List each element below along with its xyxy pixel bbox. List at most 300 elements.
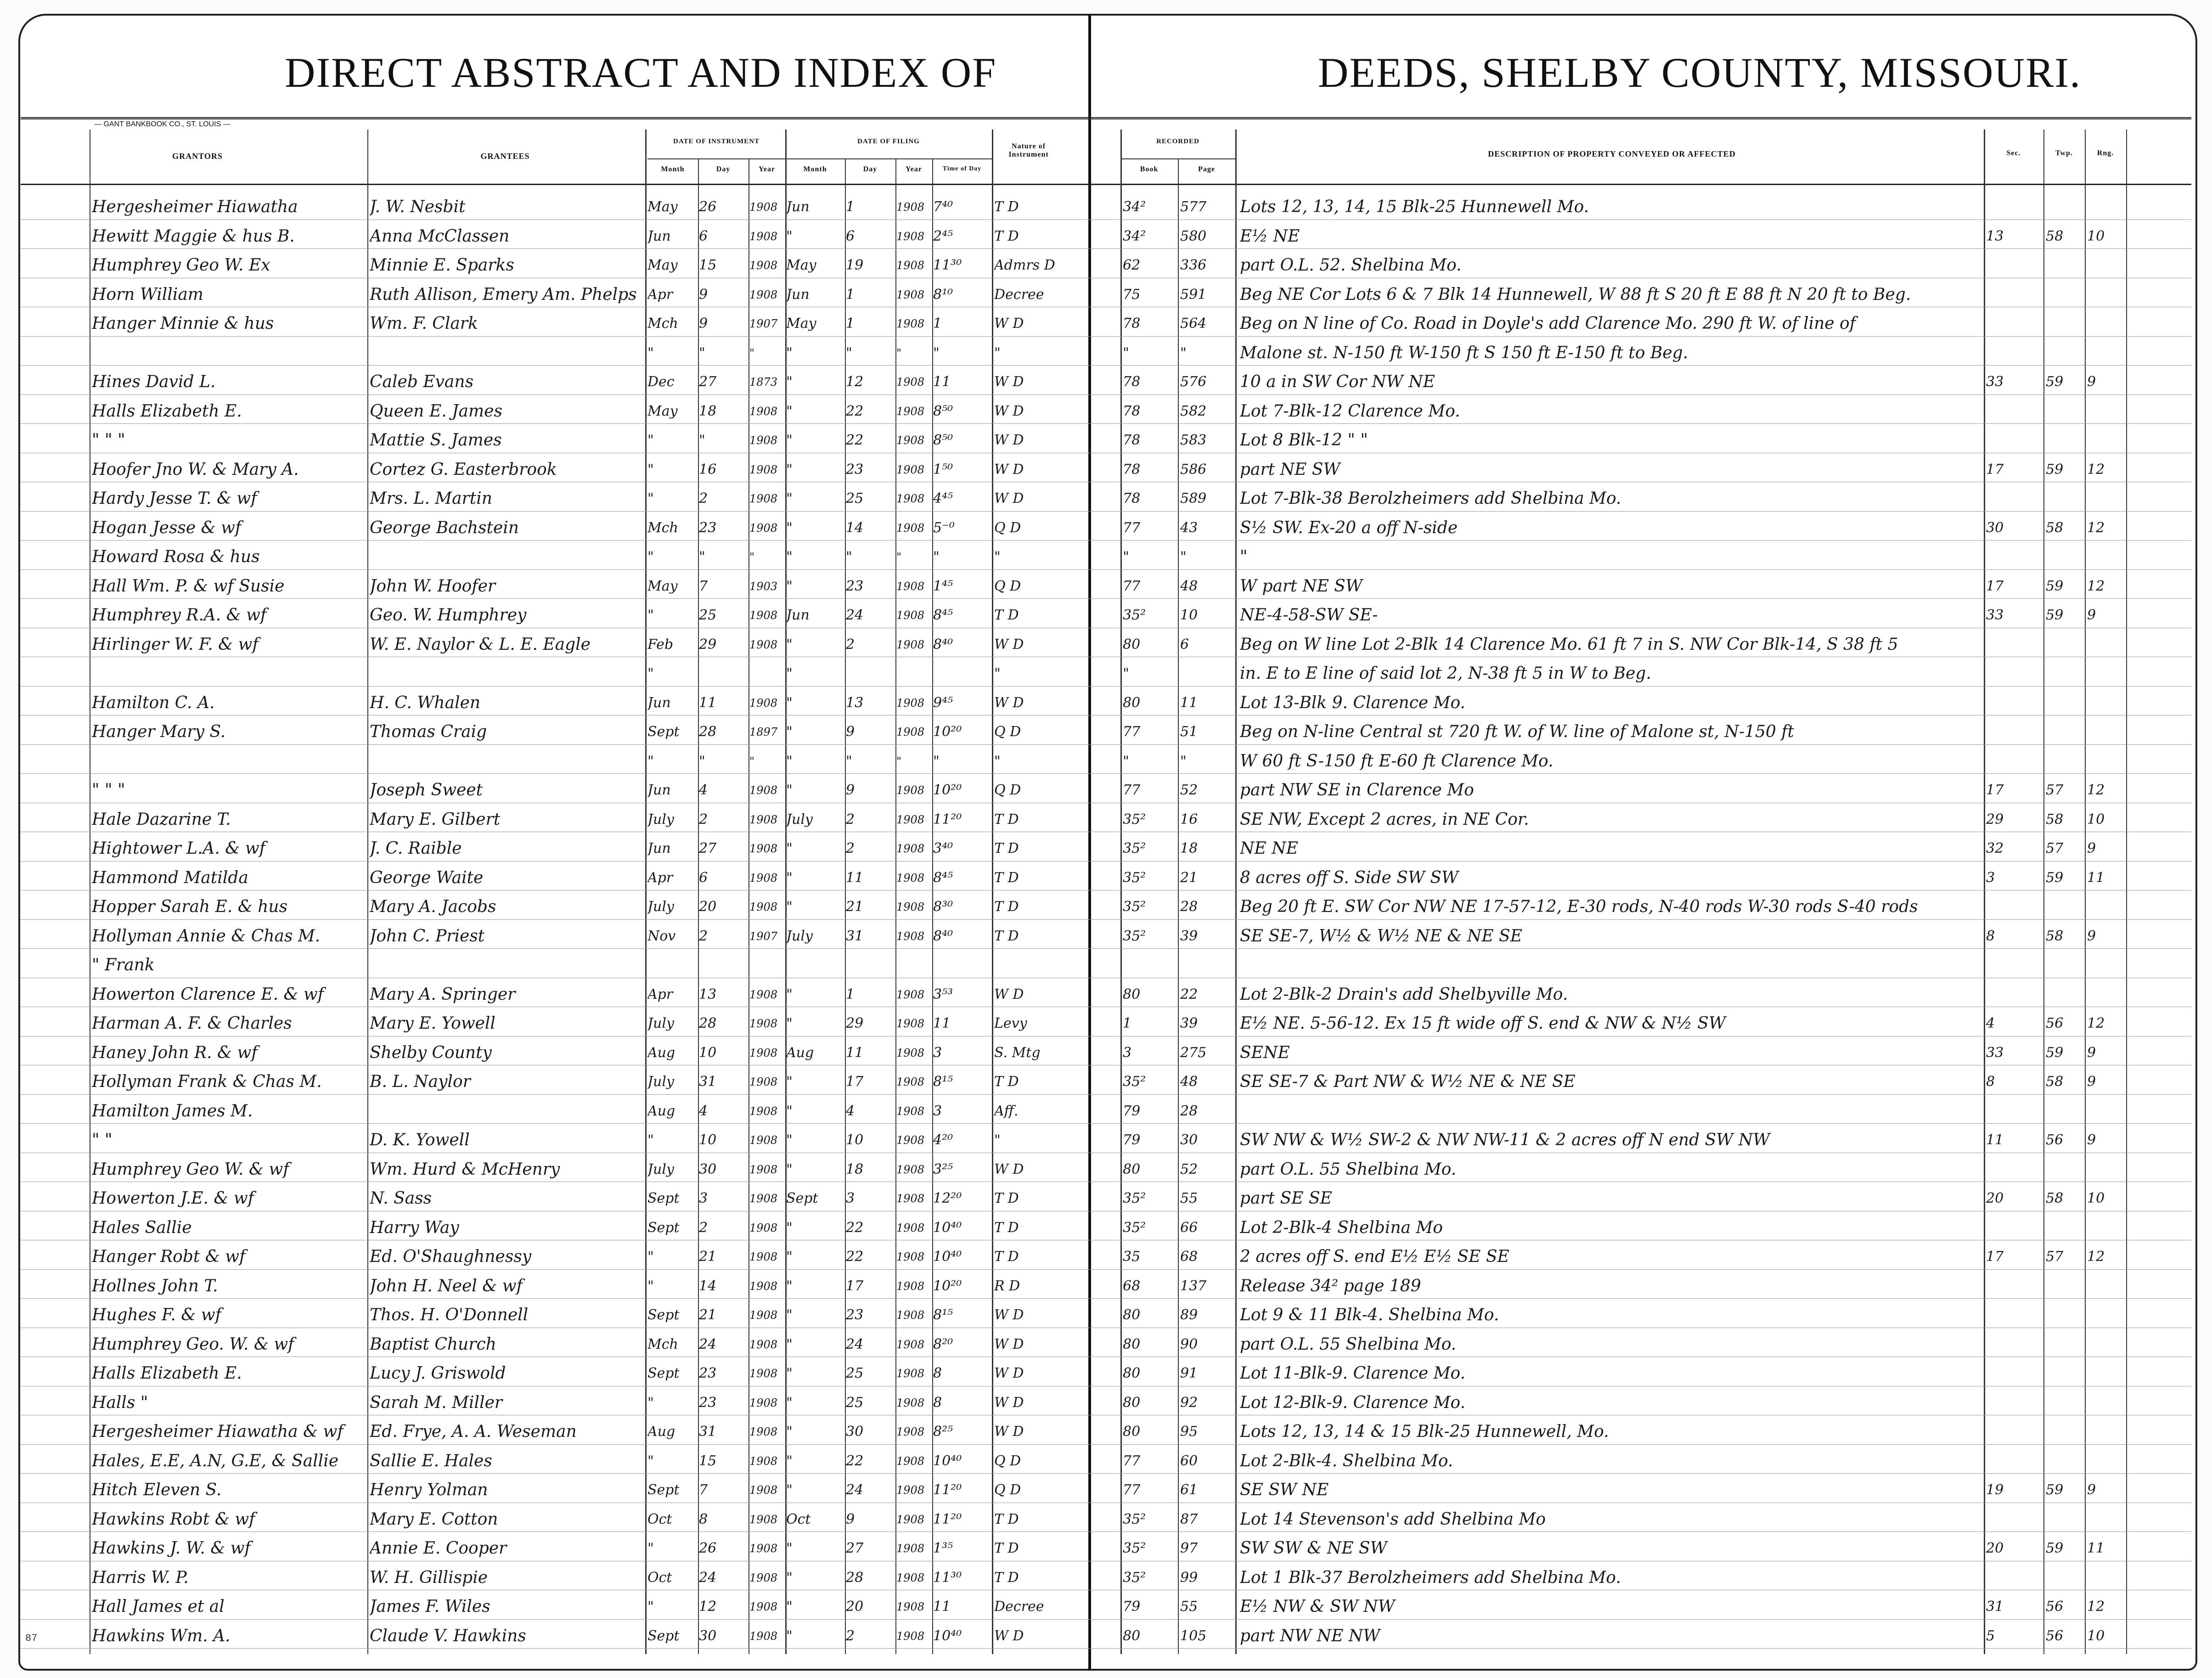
row-desc: Beg 20 ft E. SW Cor NW NE 17-57-12, E-30 rods, N-40 rods W-30 rods S-40 rods <box>1240 897 1918 916</box>
row-im: Aug <box>647 1044 675 1061</box>
row-rule <box>21 598 2191 599</box>
row-id: " <box>699 549 705 565</box>
row-pg: 580 <box>1180 228 1207 244</box>
header-book: Book <box>1140 165 1159 173</box>
row-im: Oct <box>647 1511 672 1527</box>
row-grantor: Harman A. F. & Charles <box>92 1014 292 1033</box>
row-iy: 1908 <box>749 288 778 301</box>
row-im: Aug <box>647 1424 675 1440</box>
row-desc: Lot 1 Blk-37 Berolzheimers add Shelbina Mo. <box>1240 1568 1621 1587</box>
row-fd: 23 <box>846 578 864 594</box>
row-fm: " <box>786 1540 793 1556</box>
row-bk: 80 <box>1123 986 1141 1002</box>
row-id: 29 <box>699 636 717 653</box>
title-rule-right <box>1089 117 2191 119</box>
row-bk: 80 <box>1123 1627 1141 1644</box>
row-ft: 1 <box>933 315 942 332</box>
col-line-end <box>2126 130 2127 1654</box>
row-bk: " <box>1123 549 1129 565</box>
row-grantee: W. E. Naylor & L. E. Eagle <box>370 635 591 654</box>
row-grantor: Hawkins Robt & wf <box>92 1509 255 1529</box>
row-im: " <box>647 1132 654 1148</box>
row-grantee: John C. Priest <box>370 926 485 946</box>
row-grantee: Sallie E. Hales <box>370 1451 492 1470</box>
row-id: 9 <box>699 286 708 303</box>
row-fy: 1908 <box>896 580 925 593</box>
row-fd: 27 <box>846 1540 864 1556</box>
header-sec: Sec. <box>2006 149 2021 157</box>
row-fy: 1908 <box>896 1571 925 1584</box>
row-bk: " <box>1123 753 1129 769</box>
row-fy: 1908 <box>896 842 925 855</box>
row-bk: 77 <box>1123 782 1141 798</box>
row-pg: " <box>1180 549 1187 565</box>
row-iy: 1908 <box>749 1571 778 1584</box>
row-rng: 12 <box>2087 461 2105 478</box>
row-ft: 4⁴⁵ <box>933 490 953 507</box>
row-fd: 1 <box>846 286 855 303</box>
row-grantor: Hughes F. & wf <box>92 1306 221 1324</box>
row-id: " <box>699 432 705 448</box>
row-pg: 11 <box>1180 694 1198 711</box>
row-nat: Q D <box>994 519 1021 536</box>
header-grantees: GRANTEES <box>480 152 530 161</box>
row-id: 16 <box>699 461 717 478</box>
row-ft: 8¹⁵ <box>933 1307 953 1323</box>
row-iy: 1903 <box>749 580 778 593</box>
row-sec: 33 <box>1986 374 2004 390</box>
row-fm: " <box>786 519 793 536</box>
row-fm: " <box>786 694 793 711</box>
row-desc: Lot 7-Blk-38 Berolzheimers add Shelbina Mo. <box>1240 489 1621 508</box>
row-fd: 22 <box>846 403 864 419</box>
row-id: 14 <box>699 1278 717 1294</box>
header-inst-year: Year <box>759 165 775 173</box>
row-im: Sept <box>647 1307 680 1323</box>
row-grantor: Hamilton James M. <box>92 1101 253 1121</box>
row-twp: 57 <box>2046 840 2064 856</box>
row-iy: 1908 <box>749 492 778 505</box>
row-bk: 35² <box>1123 607 1146 623</box>
header-rng: Rng. <box>2097 149 2114 157</box>
row-grantor: Humphrey Geo W. & wf <box>92 1160 289 1179</box>
row-desc: 2 acres off S. end E½ E½ SE SE <box>1240 1247 1509 1266</box>
row-twp: 57 <box>2046 782 2064 798</box>
row-im: Jun <box>647 228 671 244</box>
row-fd: 22 <box>846 432 864 448</box>
row-im: " <box>647 1394 654 1411</box>
row-id: 10 <box>699 1044 717 1061</box>
row-grantor: Humphrey R.A. & wf <box>92 606 267 625</box>
row-sec: 20 <box>1986 1190 2004 1206</box>
row-id: 24 <box>699 1569 717 1586</box>
row-id: 25 <box>699 607 717 623</box>
row-desc: SE SE-7, W½ & W½ NE & NE SE <box>1240 926 1522 946</box>
row-desc: Lot 9 & 11 Blk-4. Shelbina Mo. <box>1240 1306 1499 1324</box>
row-grantor: " " " <box>92 431 125 450</box>
row-fy: 1908 <box>896 609 925 622</box>
row-grantee: J. C. Raible <box>370 839 462 858</box>
row-fd: 23 <box>846 1307 864 1323</box>
row-grantor: Howerton Clarence E. & wf <box>92 985 324 1004</box>
row-ft: 3²⁵ <box>933 1161 953 1177</box>
row-id: 2 <box>699 490 708 507</box>
row-twp: 58 <box>2046 1190 2064 1206</box>
title-right: DEEDS, SHELBY COUNTY, MISSOURI. <box>1318 49 2081 96</box>
row-rng: 10 <box>2087 1627 2105 1644</box>
row-pg: 39 <box>1180 1015 1198 1031</box>
row-nat: Admrs D <box>994 257 1055 273</box>
row-ft: 11²⁰ <box>933 811 962 828</box>
row-iy: 1908 <box>749 784 778 797</box>
row-pg: 22 <box>1180 986 1198 1002</box>
row-iy: 1908 <box>749 813 778 826</box>
row-desc: Lot 14 Stevenson's add Shelbina Mo <box>1240 1509 1546 1529</box>
row-fd: 2 <box>846 1627 855 1644</box>
row-fd: 18 <box>846 1161 864 1177</box>
col-line-desc <box>1235 130 1237 1654</box>
row-nat: T D <box>994 869 1019 886</box>
row-nat: W D <box>994 432 1024 448</box>
row-grantor: Hawkins J. W. & wf <box>92 1539 251 1558</box>
row-id: 4 <box>699 1103 708 1119</box>
row-fm: " <box>786 1278 793 1294</box>
row-pg: 55 <box>1180 1599 1198 1615</box>
row-id: 31 <box>699 1424 717 1440</box>
row-sec: 33 <box>1986 1044 2004 1061</box>
row-grantee: Lucy J. Griswold <box>370 1364 506 1383</box>
row-rng: 12 <box>2087 1599 2105 1615</box>
row-fd: 14 <box>846 519 864 536</box>
row-desc: Lot 12-Blk-9. Clarence Mo. <box>1240 1393 1466 1412</box>
row-nat: S. Mtg <box>994 1044 1041 1061</box>
row-im: July <box>647 1015 674 1031</box>
row-nat: T D <box>994 607 1019 623</box>
row-nat: Decree <box>994 1599 1044 1615</box>
row-fy: 1908 <box>896 1484 925 1497</box>
row-nat: W D <box>994 986 1024 1002</box>
row-grantor: Hawkins Wm. A. <box>92 1626 231 1645</box>
row-id: 13 <box>699 986 717 1002</box>
row-fd: 9 <box>846 724 855 740</box>
row-grantee: John H. Neel & wf <box>370 1276 523 1295</box>
row-fm: " <box>786 1074 793 1090</box>
row-nat: T D <box>994 1249 1019 1265</box>
col-line-inst <box>645 130 647 1654</box>
row-fm: " <box>786 782 793 798</box>
col-line-sec <box>1984 130 1985 1654</box>
row-fm: Aug <box>786 1044 814 1061</box>
row-im: July <box>647 1074 674 1090</box>
row-grantee: Geo. W. Humphrey <box>370 606 527 625</box>
row-grantor: Hales, E.E, A.N, G.E, & Sallie <box>92 1451 338 1470</box>
row-fm: " <box>786 986 793 1002</box>
row-id: 23 <box>699 1394 717 1411</box>
row-fy: 1908 <box>896 1542 925 1555</box>
row-grantee: Minnie E. Sparks <box>370 256 514 275</box>
row-ft: 8²⁵ <box>933 1424 953 1440</box>
row-grantee: Thomas Craig <box>370 722 487 741</box>
header-nature: Nature of Instrument <box>1008 142 1049 158</box>
row-grantor: Hale Dazarine T. <box>92 810 231 829</box>
row-bk: 35² <box>1123 1540 1146 1556</box>
row-nat: W D <box>994 1627 1024 1644</box>
row-grantor: Hales Sallie <box>92 1218 192 1237</box>
row-rng: 11 <box>2087 869 2105 886</box>
row-ft: 10²⁰ <box>933 1278 962 1294</box>
row-fy: 1908 <box>896 1104 925 1118</box>
row-pg: 275 <box>1180 1044 1207 1061</box>
row-pg: 99 <box>1180 1569 1198 1586</box>
row-rule <box>21 861 2191 862</box>
row-nat: W D <box>994 490 1024 507</box>
row-iy: 1908 <box>749 1396 778 1409</box>
row-bk: 80 <box>1123 694 1141 711</box>
row-im: Jun <box>647 840 671 856</box>
row-pg: 90 <box>1180 1336 1198 1352</box>
row-bk: 80 <box>1123 1394 1141 1411</box>
row-grantor: Hammond Matilda <box>92 868 248 887</box>
row-pg: 336 <box>1180 257 1207 273</box>
row-desc: part O.L. 52. Shelbina Mo. <box>1240 256 1462 275</box>
row-rng: 9 <box>2087 1482 2096 1498</box>
row-fd: 23 <box>846 461 864 478</box>
row-im: Sept <box>647 1219 680 1236</box>
row-fd: 25 <box>846 490 864 507</box>
row-fd: 2 <box>846 811 855 828</box>
row-desc: part NW NE NW <box>1240 1626 1380 1645</box>
row-bk: 78 <box>1123 432 1141 448</box>
row-grantor: Hall Wm. P. & wf Susie <box>92 576 285 596</box>
row-iy: " <box>749 346 755 360</box>
col-line-nature <box>992 130 993 1654</box>
row-grantor: Hightower L.A. & wf <box>92 839 265 858</box>
row-iy: 1908 <box>749 1600 778 1613</box>
row-bk: 34² <box>1123 228 1146 244</box>
row-rule <box>21 1648 2191 1649</box>
row-desc: in. E to E line of said lot 2, N-38 ft 5 in W to Beg. <box>1240 664 1651 683</box>
row-fd: 1 <box>846 199 855 215</box>
row-grantee: Mary E. Yowell <box>370 1014 495 1033</box>
row-nat: T D <box>994 1511 1019 1527</box>
row-fm: " <box>786 228 793 244</box>
row-fy: " <box>896 551 902 563</box>
row-fm: Jun <box>786 286 810 303</box>
row-desc: 10 a in SW Cor NW NE <box>1240 372 1435 391</box>
row-im: Jun <box>647 782 671 798</box>
row-grantor: Halls Elizabeth E. <box>92 401 242 421</box>
row-fm: " <box>786 344 793 361</box>
row-ft: 8²⁰ <box>933 1336 953 1352</box>
row-grantee: Mrs. L. Martin <box>370 489 492 508</box>
row-iy: 1908 <box>749 1250 778 1263</box>
row-twp: 59 <box>2046 1044 2064 1061</box>
row-im: Nov <box>647 928 676 944</box>
row-grantee: Thos. H. O'Donnell <box>370 1306 529 1324</box>
row-fm: Jun <box>786 607 810 623</box>
row-fm: " <box>786 490 793 507</box>
row-id: 2 <box>699 811 708 828</box>
row-id: 21 <box>699 1249 717 1265</box>
row-nat: T D <box>994 840 1019 856</box>
row-im: Sept <box>647 1627 680 1644</box>
row-fm: May <box>786 257 816 273</box>
row-fm: " <box>786 1103 793 1119</box>
row-iy: 1908 <box>749 1425 778 1438</box>
row-nat: " <box>994 753 1001 769</box>
row-grantee: Mary A. Springer <box>370 985 516 1004</box>
row-ft: 11 <box>933 1599 951 1615</box>
row-twp: 59 <box>2046 461 2064 478</box>
row-bk: 62 <box>1123 257 1141 273</box>
row-nat: T D <box>994 1190 1019 1206</box>
row-grantee: Anna McClassen <box>370 226 510 246</box>
row-fy: 1908 <box>896 1425 925 1438</box>
row-pg: 39 <box>1180 928 1198 944</box>
row-nat: W D <box>994 1365 1024 1381</box>
row-pg: 28 <box>1180 899 1198 915</box>
row-grantor: Humphrey Geo W. Ex <box>92 256 270 275</box>
row-im: Mch <box>647 519 678 536</box>
row-pg: 582 <box>1180 403 1207 419</box>
header-grantors: GRANTORS <box>172 152 223 161</box>
row-rule <box>21 686 2191 687</box>
row-pg: 52 <box>1180 782 1198 798</box>
row-desc: SW NW & W½ SW-2 & NW NW-11 & 2 acres off N end SW NW <box>1240 1131 1770 1149</box>
row-im: Oct <box>647 1569 672 1586</box>
row-pg: " <box>1180 753 1187 769</box>
row-bk: 78 <box>1123 490 1141 507</box>
row-bk: 35² <box>1123 1074 1146 1090</box>
row-fm: " <box>786 1394 793 1411</box>
row-grantee: Wm. Hurd & McHenry <box>370 1160 560 1179</box>
row-grantee: Annie E. Cooper <box>370 1539 507 1558</box>
row-nat: W D <box>994 315 1024 332</box>
row-grantor: Hollyman Annie & Chas M. <box>92 926 321 946</box>
row-rng: 9 <box>2087 607 2096 623</box>
row-nat: W D <box>994 1394 1024 1411</box>
row-twp: 58 <box>2046 228 2064 244</box>
row-bk: 35² <box>1123 811 1146 828</box>
row-fd: 21 <box>846 899 864 915</box>
row-bk: 78 <box>1123 461 1141 478</box>
row-iy: 1908 <box>749 1046 778 1059</box>
row-id: 28 <box>699 1015 717 1031</box>
row-fm: July <box>786 811 813 828</box>
row-rule <box>21 394 2191 395</box>
row-im: " <box>647 1599 654 1615</box>
row-fy: 1908 <box>896 638 925 651</box>
row-desc: SENE <box>1240 1043 1290 1062</box>
row-nat: W D <box>994 403 1024 419</box>
row-fy: 1908 <box>896 901 925 913</box>
header-time-of-day: Time of Day <box>942 165 982 172</box>
row-grantee: B. L. Naylor <box>370 1072 471 1091</box>
row-id: 2 <box>699 928 708 944</box>
row-grantee: Mary E. Cotton <box>370 1509 498 1529</box>
row-desc: Lot 8 Blk-12 " " <box>1240 431 1368 450</box>
row-fm: " <box>786 578 793 594</box>
row-nat: T D <box>994 1219 1019 1236</box>
row-grantor: Hardy Jesse T. & wf <box>92 489 257 508</box>
row-pg: 6 <box>1180 636 1189 653</box>
row-fy: 1908 <box>896 988 925 1001</box>
row-im: May <box>647 257 678 273</box>
row-im: " <box>647 1249 654 1265</box>
row-fy: 1908 <box>896 1221 925 1234</box>
row-desc: Lot 11-Blk-9. Clarence Mo. <box>1240 1364 1466 1383</box>
row-nat: W D <box>994 1307 1024 1323</box>
row-ft: 1⁵⁰ <box>933 461 953 478</box>
row-rule <box>21 1123 2191 1124</box>
row-fd: 9 <box>846 1511 855 1527</box>
row-fm: " <box>786 1161 793 1177</box>
row-im: " <box>647 490 654 507</box>
row-pg: " <box>1180 344 1187 361</box>
row-bk: 3 <box>1123 1044 1132 1061</box>
row-iy: 1908 <box>749 259 778 272</box>
page-corner-mark: 87 <box>25 1633 38 1644</box>
row-im: July <box>647 811 674 828</box>
col-line-grantee <box>367 130 368 1654</box>
row-rule <box>21 1298 2191 1299</box>
row-fd: 19 <box>846 257 864 273</box>
row-grantee: Henry Yolman <box>370 1481 488 1499</box>
row-ft: 7⁴⁰ <box>933 199 953 215</box>
row-rng: 11 <box>2087 1540 2105 1556</box>
row-desc: SW SW & NE SW <box>1240 1539 1387 1558</box>
row-twp: 58 <box>2046 811 2064 828</box>
row-iy: 1908 <box>749 1221 778 1234</box>
row-pg: 66 <box>1180 1219 1198 1236</box>
row-pg: 30 <box>1180 1132 1198 1148</box>
row-ft: 11²⁰ <box>933 1482 962 1498</box>
row-rng: 9 <box>2087 1044 2096 1061</box>
row-id: 20 <box>699 899 717 915</box>
row-pg: 589 <box>1180 490 1207 507</box>
row-grantee: George Waite <box>370 868 484 887</box>
row-desc: SE SW NE <box>1240 1481 1329 1499</box>
row-rng: 10 <box>2087 228 2105 244</box>
row-im: " <box>647 1540 654 1556</box>
row-nat: W D <box>994 694 1024 711</box>
row-twp: 59 <box>2046 374 2064 390</box>
row-iy: 1908 <box>749 901 778 913</box>
row-fy: 1908 <box>896 1513 925 1526</box>
row-fy: 1908 <box>896 376 925 389</box>
row-twp: 59 <box>2046 607 2064 623</box>
row-bk: 77 <box>1123 724 1141 740</box>
row-ft: 10²⁰ <box>933 782 962 798</box>
row-rule <box>21 248 2191 249</box>
header-rule-left <box>21 184 1088 185</box>
row-nat: Q D <box>994 724 1021 740</box>
row-rule <box>21 1094 2191 1095</box>
row-bk: 78 <box>1123 374 1141 390</box>
row-fm: " <box>786 1569 793 1586</box>
row-grantor: Hall James et al <box>92 1597 225 1616</box>
row-sec: 4 <box>1986 1015 1995 1031</box>
row-pg: 28 <box>1180 1103 1198 1119</box>
row-iy: 1908 <box>749 1192 778 1205</box>
row-bk: 68 <box>1123 1278 1141 1294</box>
row-grantor: Hoofer Jno W. & Mary A. <box>92 460 299 479</box>
row-fm: " <box>786 1307 793 1323</box>
row-fy: 1908 <box>896 1600 925 1613</box>
row-pg: 60 <box>1180 1453 1198 1469</box>
row-grantee: N. Sass <box>370 1189 432 1208</box>
row-bk: 77 <box>1123 1482 1141 1498</box>
